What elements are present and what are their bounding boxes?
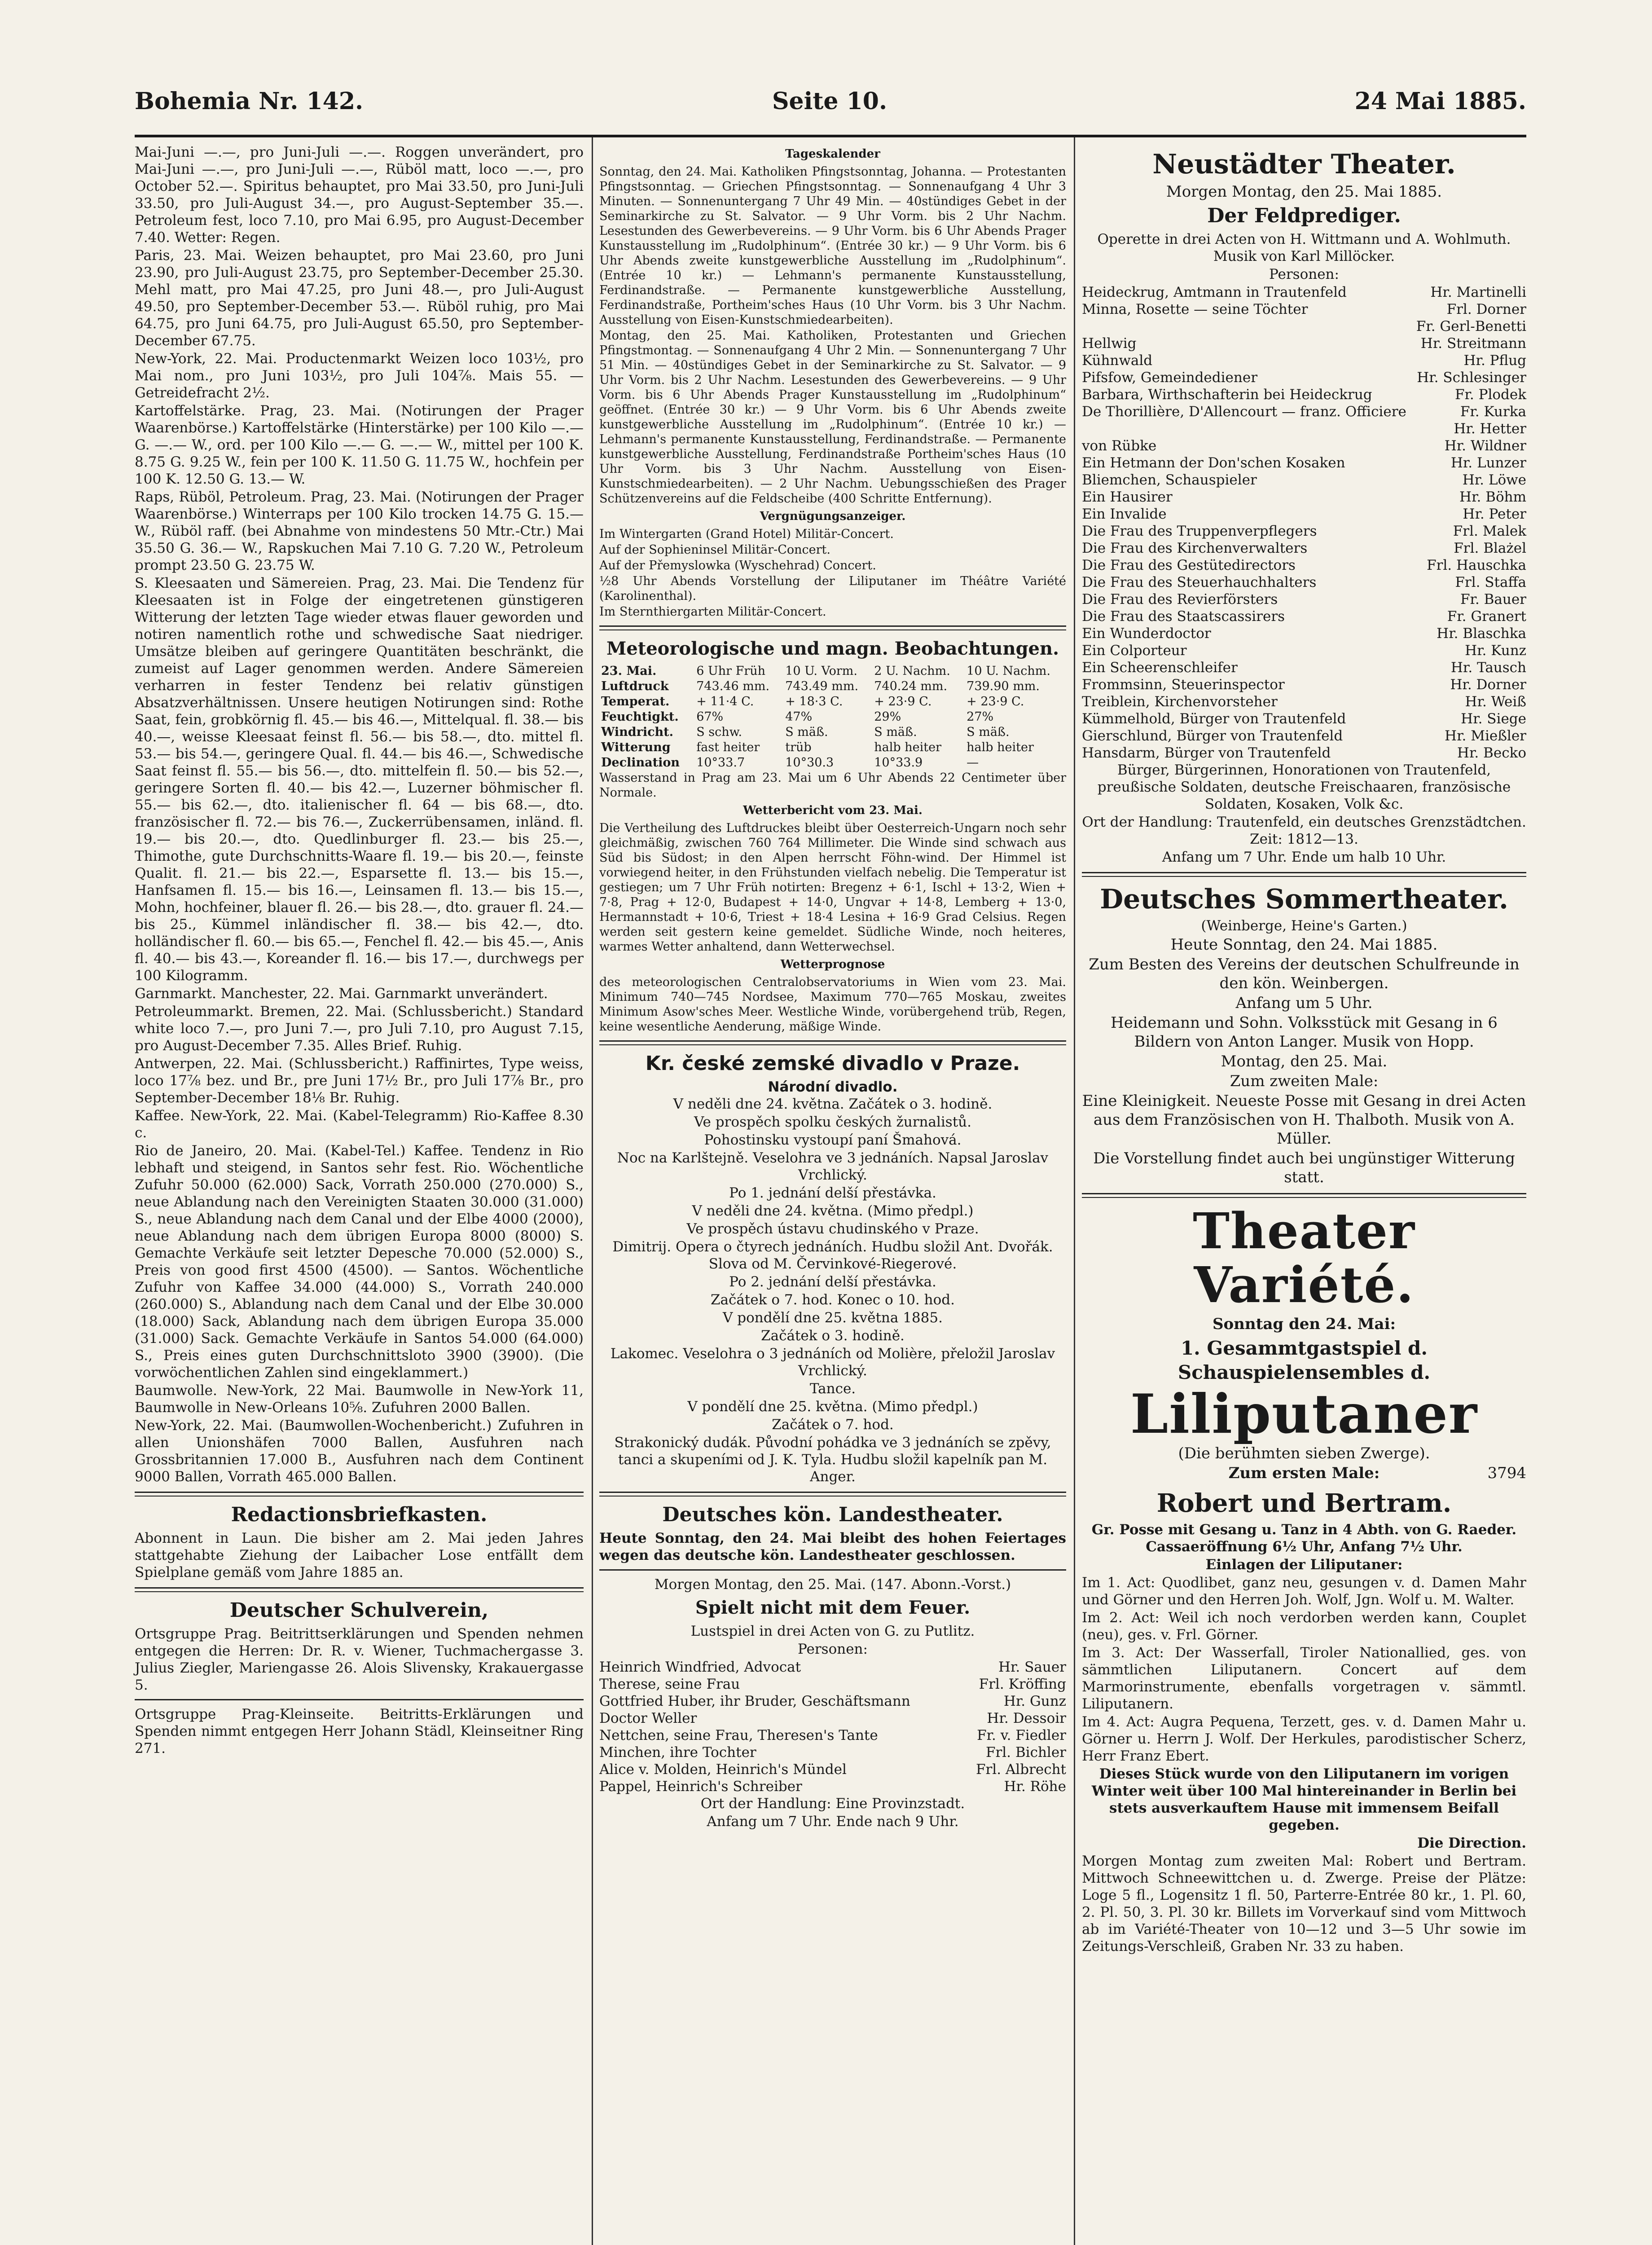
cast-row — [1082, 369, 1526, 386]
cast-row — [1082, 420, 1526, 437]
cast-row — [1082, 454, 1526, 471]
prognose-text: des meteorologischen Centralobservatoriums in Wien vom 23. Mai. Minimum 740—745 Nordsee, Maximum 770—765 Moskau, zweites Minimum Asow'sches Meer. Westliche Winde, vorübergehend trüb, Regen, keine wesentliche Aenderung, mäßige Winde. — [599, 975, 1066, 1034]
sommer-line: Die Vorstellung findet auch bei ungünstiger Witterung statt. — [1093, 1149, 1515, 1186]
kalender — [599, 164, 1066, 506]
cast-actor: Hr. Schlesinger — [1417, 370, 1526, 386]
cast-row — [1082, 659, 1526, 676]
cast-row — [1082, 301, 1526, 318]
cast-role: Nettchen, seine Frau, Theresen's Tante — [599, 1727, 878, 1743]
meteo-cell: + 23·9 C. — [874, 695, 932, 709]
meteo-cell: 29% — [874, 710, 901, 724]
cast-role: Die Frau des Truppenverpflegers — [1082, 523, 1317, 539]
czech-line: Tance. — [809, 1381, 856, 1397]
cast-role: Alice v. Molden, Heinrich's Mündel — [599, 1761, 847, 1778]
cast-actor: Hr. Mießler — [1445, 728, 1526, 744]
wasserstand-text: Wasserstand in Prag am 23. Mai um 6 Uhr Abends 22 Centimeter über Normale. — [599, 771, 1066, 800]
meteo-cell: fast heiter — [696, 740, 760, 754]
variete-sub: Gr. Posse mit Gesang u. Tanz in 4 Abth. von G. Raeder. Cassaeröffnung 6½ Uhr, Anfang 7½ Uhr. — [1091, 1522, 1517, 1555]
divider — [1082, 1193, 1526, 1198]
cast-actor: Fr. Granert — [1447, 608, 1526, 625]
vergn-entry: Im Wintergarten (Grand Hotel) Militär-Concert. — [599, 527, 894, 541]
meteo-cell: 10°33.9 — [874, 756, 923, 770]
sommer-title: Deutsches Sommertheater. — [1100, 884, 1508, 915]
cast-row — [1082, 676, 1526, 693]
variete-act: Im 1. Act: Quodlibet, ganz neu, gesungen v. d. Damen Mahr und Görner und den Herren Joh. Wolf, Jgn. Wolf u. M. Walter. — [1082, 1575, 1526, 1608]
cast-row — [1082, 437, 1526, 454]
landes-time: Anfang um 7 Uhr. Ende nach 9 Uhr. — [707, 1814, 959, 1830]
variete-acts — [1082, 1574, 1526, 1765]
czech-line: Začátek o 7. hod. — [772, 1417, 894, 1433]
cast-actor: Fr. Gerl-Benetti — [1416, 318, 1526, 335]
czech-theatre-title: Kr. české zemské divadlo v Praze. — [645, 1052, 1020, 1075]
cast-role: Ein Hausirer — [1082, 489, 1173, 505]
czech-line: Dimitrij. Opera o čtyrech jednáních. Hudbu složil Ant. Dvořák. Slova od M. Červinkové-Riegerové. — [612, 1239, 1053, 1272]
czech-line: Začátek o 7. hod. Konec o 10. hod. — [711, 1292, 955, 1308]
variete-title: Theater Variété. — [1193, 1202, 1415, 1314]
redaktion-text: Abonnent in Laun. Die bisher am 2. Mai jeden Jahres stattgehabte Ziehung der Laibacher Lose entfällt dem Spielplane gemäß vom Jahre 1885 an. — [135, 1530, 584, 1580]
sommer-line: Eine Kleinigkeit. Neueste Posse mit Gesang in drei Acten aus dem Französischen von H. Thalboth. Musik von A. Müller. — [1082, 1092, 1526, 1148]
cast-row — [1082, 574, 1526, 591]
meteo-row — [599, 725, 1066, 740]
cast-actor: Hr. Hetter — [1454, 421, 1526, 437]
sommer-line: Heute Sonntag, den 24. Mai 1885. — [1170, 936, 1438, 954]
variete-direction: Die Direction. — [1417, 1835, 1526, 1851]
kalender-entry: Sonntag, den 24. Mai. Katholiken Pfingstsonntag, Johanna. — Protestanten Pfingstsonntag. — Griechen Pfingstsonntag. — Sonnenaufgang 4 Uhr 3 Minuten. — Sonnenuntergang 7 Uhr 49 Min. — 40stündiges Gebet in der Seminarkirche zu St. Salvator. — 9 Uhr Vorm. bis 2 Uhr Nachm. Lesestunden des Gewerbevereins. — 9 Uhr Vorm. bis 6 Uhr Abends Prager Kunstausstellung im „Rudolphinum“. (Entrée 30 kr.) — 9 Uhr Vorm. bis 6 Uhr Abends zweite kunstgewerbliche Ausstellung im „Rudolphinum“. (Entrée 10 kr.) — Lehmann's permanente Kunstausstellung, Ferdinandstraße. — Permanente kunstgewerbliche Ausstellung, Ferdinandstraße, Portheim'sches Haus (10 Uhr Vorm. bis 3 Uhr Nachm. Ausstellung von Eisen-Kunstschmiedearbeiten). — [599, 165, 1066, 327]
cast-row — [1082, 489, 1526, 506]
kalender-entry: Montag, den 25. Mai. Katholiken, Protestanten und Griechen Pfingstmontag. — Sonnenaufgang 4 Uhr 2 Min. — Sonnenuntergang 7 Uhr 51 Min. — 40stündiges Gebet in der Seminarkirche zu St. Salvator. — 9 Uhr Vorm. bis 2 Uhr Nachm. Lesestunden des Gewerbevereins. — 9 Uhr Vorm. bis 6 Uhr Abends Prager Kunstausstellung im „Rudolphinum“ geöffnet. (Entrée 30 kr.) — 9 Uhr Vorm. bis 6 Uhr Abends zweite kunstgewerbliche Ausstellung im „Rudolphinum“. (Entrée 10 kr.) — Lehmann's permanente Kunstausstellung, Ferdinandstraße. — Permanente kunstgewerbliche Ausstellung, Ferdinandstraße Portheim'sches Haus (10 Uhr Vorm. bis 3 Uhr Nachm. Ausstellung von Eisen-Kunstschmiedearbeiten). — 2 Uhr Nachm. Uebungsschießen des Prager Schützenvereins auf die Feldscheibe (400 Schritte Entfernung). — [599, 329, 1066, 506]
czech-line: Lakomec. Veselohra o 3 jednáních od Molière, přeložil Jaroslav Vrchlický. — [610, 1346, 1055, 1379]
meteo-cell: 47% — [785, 710, 813, 724]
header-page-number: Seite 10. — [772, 88, 888, 115]
meteo-cell: 743.46 mm. — [696, 679, 770, 693]
cast-role: Ein Hetmann der Don'schen Kosaken — [1082, 455, 1345, 471]
meteo-cell: 743.49 mm. — [785, 679, 859, 693]
cast-role: Ein Colporteur — [1082, 643, 1187, 659]
czech-line: V neděli dne 24. května. Začátek o 3. hodině. — [673, 1096, 993, 1112]
variete-act: Im 4. Act: Augra Pequena, Terzett, ges. v. d. Damen Mahr u. Görner u. Herrn J. Wolf. Der Herkules, parodistischer Scherz, Herr Franz Ebert. — [1082, 1714, 1526, 1764]
cast-role: Heinrich Windfried, Advocat — [599, 1659, 801, 1675]
meteo-cell: Declination — [601, 756, 680, 770]
czech-line: Začátek o 3. hodině. — [761, 1328, 905, 1344]
cast-actor: Hr. Sauer — [998, 1659, 1066, 1675]
cast-row — [599, 1710, 1066, 1727]
market-report: Paris, 23. Mai. Weizen behauptet, pro Mai 23.60, pro Juni 23.90, pro Juli-August 23.75, pro September-December 25.30. Mehl matt, pro Mai 47.25, pro Juni 48.—, pro Juli-August 49.50, pro September-December 53.—. Rüböl ruhig, pro Mai 64.75, pro Juni 64.75, pro Juli-August 65.50, pro September-December 67.75. — [135, 247, 584, 349]
cast-role: Therese, seine Frau — [599, 1676, 740, 1692]
cast-row — [1082, 284, 1526, 301]
cast-role: Barbara, Wirthschafterin bei Heideckrug — [1082, 387, 1372, 403]
schulverein-title: Deutscher Schulverein, — [229, 1599, 489, 1622]
czech-line: V pondělí dne 25. května. (Mimo předpl.) — [687, 1399, 978, 1415]
meteo-cell: + 11·4 C. — [696, 695, 754, 709]
sommer-line: Anfang um 5 Uhr. — [1235, 994, 1373, 1012]
cast-actor: Frl. Dorner — [1446, 301, 1526, 317]
meteo-cell: S mäß. — [785, 725, 828, 739]
czech-line: Strakonický dudák. Původní pohádka ve 3 jednáních se zpěvy, tanci a skupeními od J. K. Tyla. Hudbu složil kapelník pan M. Anger. — [614, 1435, 1051, 1485]
cast-row — [599, 1727, 1066, 1744]
cast-actor: Fr. Plodek — [1454, 387, 1526, 403]
sommer-programme — [1082, 935, 1526, 1187]
cast-role: Doctor Weller — [599, 1710, 697, 1726]
prognose-title: Wetterprognose — [780, 958, 885, 971]
czech-line: V neděli dne 24. května. (Mimo předpl.) — [692, 1203, 974, 1219]
cast-row — [1082, 523, 1526, 540]
market-report: New-York, 22. Mai. Productenmarkt Weizen loco 103½, pro Mai nom., pro Juni 103½, pro Juli 104⅞. Mais 55. — Getreidefracht 2½. — [135, 351, 584, 401]
variete-gast: 1. Gesammtgastspiel d. Schauspielensembles d. — [1177, 1337, 1431, 1383]
meteo-cell: 740.24 mm. — [874, 679, 948, 693]
neu-sub: Operette in drei Acten von H. Wittmann und A. Wohlmuth. Musik von Karl Millöcker. — [1097, 231, 1511, 264]
neu-title: Neustädter Theater. — [1152, 149, 1456, 180]
cast-role: Minchen, ihre Tochter — [599, 1744, 756, 1761]
cast-actor: Fr. Kurka — [1460, 404, 1526, 420]
divider — [599, 1569, 1066, 1571]
cast-actor: Fr. Bauer — [1460, 591, 1526, 607]
meteo-cell: trüb — [785, 740, 812, 754]
neu-cast — [1082, 284, 1526, 762]
cast-actor: Hr. Lunzer — [1450, 455, 1526, 471]
cast-role: Ein Wunderdoctor — [1082, 625, 1211, 642]
vergnuegungen — [599, 527, 1066, 619]
header-issue: Bohemia Nr. 142. — [135, 88, 364, 115]
cast-role: Die Frau des Steuerhauchhalters — [1082, 574, 1317, 590]
cast-role: Treiblein, Kirchenvorsteher — [1082, 694, 1278, 710]
column-2 — [599, 144, 1066, 1831]
market-report: New-York, 22. Mai. (Baumwollen-Wochenbericht.) Zufuhren in allen Unionshäfen 7000 Ballen, Ausfuhren nach Grossbritannien 17.000 B., Ausfuhren nach dem Continent 9000 Ballen, Vorrath 465.000 Ballen. — [135, 1417, 584, 1485]
cast-row — [1082, 693, 1526, 710]
column-1 — [135, 144, 584, 1758]
meteo-row — [599, 740, 1066, 755]
cast-row — [1082, 608, 1526, 625]
column-rule-1 — [592, 137, 593, 2245]
variete-number: 3794 — [1487, 1464, 1526, 1482]
meteo-cell: 67% — [696, 710, 724, 724]
variete-zwerge: (Die berühmten sieben Zwerge). — [1178, 1444, 1430, 1462]
meteo-cell: 10°30.3 — [785, 756, 834, 770]
meteo-cell: 10 U. Vorm. — [785, 664, 857, 678]
cast-row — [599, 1676, 1066, 1693]
divider — [135, 1699, 584, 1700]
cast-actor: Frl. Albrecht — [975, 1761, 1066, 1778]
meteo-cell: 27% — [967, 710, 994, 724]
market-report: Baumwolle. New-York, 22 Mai. Baumwolle in New-York 11, Baumwolle in New-Orleans 10⅝. Zufuhren 2000 Ballen. — [135, 1382, 584, 1416]
market-report: Rio de Janeiro, 20. Mai. (Kabel-Tel.) Kaffee. Tendenz in Rio lebhaft und steigend, in Santos sehr fest. Rio. Wöchentliche Zufuhr 50.000 (62.000) Sack, Vorrath 250.000 (270.000) S., neue Ablandung nach den Vereinigten Staaten 30.000 (31.000) S., neue Ablandung nach dem Canal und der Elbe 4000 (2000), neue Ablandung nach dem übrigen Europa 8000 (8000) S. Gemachte Verkäufe seit letzter Depesche 70.000 (52.000) S., Preis von good first 4500 (4500). — Santos. Wöchentliche Zufuhr von Kaffee 34.000 (44.000) S., Vorrath 240.000 (260.000) S., Ablandung nach dem Canal und der Elbe 30.000 (18.000) Sack, Ablandung nach dem übrigen Europa 35.000 (31.000) Sack. Gemachte Verkäufe in Santos 54.000 (64.000) S., Preis eines guten Durchschnittsloto 3900 (3900). (Die vorwöchentlichen Zahlen sind eingeklammert.) — [135, 1143, 584, 1381]
divider — [135, 1587, 584, 1592]
redaktion-title: Redactionsbriefkasten. — [231, 1503, 488, 1526]
cast-role: Gottfried Huber, ihr Bruder, Geschäftsmann — [599, 1693, 910, 1709]
cast-row — [1082, 403, 1526, 420]
cast-role: Kühnwald — [1082, 352, 1153, 369]
cast-actor: Frl. Staffa — [1455, 574, 1526, 590]
landes-note: Heute Sonntag, den 24. Mai bleibt des hohen Feiertages wegen das deutsche kön. Landestheater geschlossen. — [599, 1530, 1066, 1563]
cast-role: Ein Scheerenschleifer — [1082, 660, 1238, 676]
sommer-line: Heidemann und Sohn. Volksstück mit Gesang in 6 Bildern von Anton Langer. Musik von Hopp. — [1111, 1014, 1498, 1051]
variete-end: Morgen Montag zum zweiten Mal: Robert und Bertram. Mittwoch Schneewittchen u. d. Zwerge. Preise der Plätze: Loge 5 fl., Logensitz 1 fl. 50, Parterre-Entrée 80 kr., 1. Pl. 60, 2. Pl. 50, 3. Pl. 30 kr. Billets im Vorverkauf sind vom Mittwoch ab im Variété-Theater von 10—12 und 3—5 Uhr sowie im Zeitungs-Verschleiß, Graben Nr. 33 zu haben. — [1082, 1853, 1526, 1954]
meteo-cell: + 18·3 C. — [785, 695, 843, 709]
column-3 — [1082, 144, 1526, 1956]
meteo-cell: S mäß. — [967, 725, 1010, 739]
variete-act: Im 3. Act: Der Wasserfall, Tiroler Nationallied, ges. von sämmtlichen Liliputanern. Concert auf dem Marmorinstrumente, ebenfalls vorgetragen v. sämmtl. Liliputanern. — [1082, 1645, 1526, 1712]
market-reports — [135, 144, 584, 1485]
cast-role: Die Frau des Staatscassirers — [1082, 608, 1285, 625]
cast-actor: Hr. Becko — [1457, 745, 1526, 761]
cast-row — [599, 1761, 1066, 1778]
czech-line: V pondělí dne 25. května 1885. — [723, 1310, 943, 1326]
meteo-cell: + 23·9 C. — [967, 695, 1024, 709]
cast-actor: Hr. Martinelli — [1430, 284, 1526, 300]
landes-date: Morgen Montag, den 25. Mai. (147. Abonn.-Vorst.) — [654, 1576, 1011, 1593]
cast-actor: Hr. Böhm — [1459, 489, 1526, 505]
cast-role: Heideckrug, Amtmann in Trautenfeld — [1082, 284, 1347, 300]
landes-ort: Ort der Handlung: Eine Provinzstadt. — [700, 1796, 965, 1812]
meteo-cell: halb heiter — [967, 740, 1034, 754]
divider — [599, 1040, 1066, 1045]
divider — [599, 1492, 1066, 1497]
header-rule — [135, 135, 1526, 137]
header-date: 24 Mai 1885. — [1354, 88, 1526, 115]
meteo-row — [599, 679, 1066, 694]
neu-time: Anfang um 7 Uhr. Ende um halb 10 Uhr. — [1162, 849, 1446, 865]
cast-role: De Thorillière, D'Allencourt — franz. Officiere — [1082, 404, 1406, 420]
cast-actor: Hr. Dorner — [1450, 677, 1526, 693]
meteo-table — [599, 664, 1066, 770]
sommer-sub: (Weinberge, Heine's Garten.) — [1201, 918, 1407, 934]
cast-role: Minna, Rosette — seine Töchter — [1082, 301, 1308, 317]
landes-sub: Lustspiel in drei Acten von G. zu Putlitz. — [690, 1623, 975, 1639]
meteo-cell: 23. Mai. — [601, 664, 657, 678]
cast-actor: Hr. Pflug — [1463, 352, 1526, 369]
cast-role: Bliemchen, Schauspieler — [1082, 472, 1257, 488]
cast-row — [1082, 352, 1526, 369]
sommer-line: Zum zweiten Male: — [1230, 1072, 1379, 1090]
cast-row — [1082, 471, 1526, 489]
meteo-cell: Luftdruck — [601, 679, 669, 693]
vergn-title: Vergnügungsanzeiger. — [760, 510, 906, 523]
meteo-cell: — — [967, 756, 979, 770]
cast-row — [1082, 642, 1526, 659]
neu-persons: Personen: — [1269, 266, 1339, 282]
market-report: Garnmarkt. Manchester, 22. Mai. Garnmarkt unverändert. — [135, 986, 548, 1002]
cast-row — [599, 1778, 1066, 1795]
cast-actor: Hr. Siege — [1461, 711, 1526, 727]
cast-role: Hansdarm, Bürger von Trautenfeld — [1082, 745, 1331, 761]
meteo-cell: 739.90 mm. — [967, 679, 1040, 693]
kalender-title: Tageskalender — [785, 147, 880, 161]
market-report: Raps, Rüböl, Petroleum. Prag, 23. Mai. (Notirungen der Prager Waarenbörse.) Winterraps per 100 Kilo trocken 14.75 G. 15.— W., Rüböl raff. (bei Abnahme von mindestens 50 Mtr.-Ctr.) Mai 35.50 G. 36.— W., Rapskuchen Mai 7.10 G. 7.20 W., Petroleum prompt 23.50 G. 23.75 W. — [135, 489, 584, 573]
cast-row — [1082, 506, 1526, 523]
cast-role: Hellwig — [1082, 335, 1137, 352]
neu-extra: Bürger, Bürgerinnen, Honorationen von Trautenfeld, preußische Soldaten, deutsche Freischaaren, französische Soldaten, Kosaken, Volk &c. — [1097, 762, 1511, 812]
market-report: Antwerpen, 22. Mai. (Schlussbericht.) Raffinirtes, Type weiss, loco 17⅞ bez. und Br., pre Juni 17½ Br., pro Juli 17⅞ Br., pro September-December 18⅛ Br. Ruhig. — [135, 1056, 584, 1106]
cast-actor: Hr. Gunz — [1003, 1693, 1066, 1709]
divider — [599, 625, 1066, 630]
variete-play: Robert und Bertram. — [1156, 1488, 1452, 1518]
cast-actor: Hr. Streitmann — [1420, 335, 1526, 352]
czech-line: Pohostinsku vystoupí paní Šmahová. — [704, 1132, 962, 1148]
cast-role: Die Frau des Revierförsters — [1082, 591, 1278, 607]
cast-actor: Hr. Kunz — [1465, 643, 1526, 659]
neu-date: Morgen Montag, den 25. Mai 1885. — [1166, 183, 1442, 201]
meteo-cell: Windricht. — [601, 725, 674, 739]
variete-date: Sonntag den 24. Mai: — [1212, 1315, 1396, 1333]
wetter-text: Die Vertheilung des Luftdruckes bleibt über Oesterreich-Ungarn noch sehr gleichmäßig, zwischen 760 764 Millimeter. Die Winde sind schwach aus Süd bis Südost; in den Alpen herrscht Föhn-wind. Der Himmel ist vorwiegend heiter, in den Frühstunden vielfach nebelig. Die Temperatur ist gestiegen; um 7 Uhr Früh notirten: Bregenz + 6·1, Ischl + 13·2, Wien + 7·8, Prag + 12·0, Budapest + 14·0, Ungvar + 14·8, Lemberg + 13·0, Hermannstadt + 10·6, Triest + 18·4 Lesina + 16·9 Grad Celsius. Regen werden seit gestern keine gemeldet. Südliche Winde, noch heiteres, warmes Wetter anhaltend, dann Wetterwechsel. — [599, 821, 1066, 954]
sommer-line: Montag, den 25. Mai. — [1221, 1052, 1388, 1070]
cast-row — [599, 1744, 1066, 1761]
czech-programme — [599, 1096, 1066, 1485]
landes-persons: Personen: — [798, 1641, 868, 1657]
cast-row — [1082, 540, 1526, 557]
czech-line: Ve prospěch ústavu chudinského v Praze. — [686, 1221, 979, 1237]
cast-role: von Rübke — [1082, 438, 1157, 454]
schulverein-text: Ortsgruppe Prag. Beitrittserklärungen und Spenden nehmen entgegen die Herren: Dr. R. v. Wiener, Tuchmachergasse 3. Julius Ziegler, Mariengasse 26. Alois Slivensky, Krakauergasse 5. — [135, 1626, 584, 1693]
cast-row — [1082, 335, 1526, 352]
cast-row — [1082, 625, 1526, 642]
vergn-entry: Im Sternthiergarten Militär-Concert. — [599, 605, 826, 619]
czech-line: Ve prospěch spolku českých žurnalistů. — [694, 1114, 971, 1130]
cast-role: Frommsinn, Steuerinspector — [1082, 677, 1285, 693]
cast-row — [1082, 744, 1526, 762]
sommer-line: Zum Besten des Vereins der deutschen Schulfreunde in den kön. Weinbergen. — [1089, 955, 1520, 992]
meteo-cell: S schw. — [696, 725, 743, 739]
cast-actor: Frl. Hauschka — [1427, 557, 1526, 573]
cast-actor: Frl. Kröffing — [979, 1676, 1066, 1692]
meteo-cell: Feuchtigkt. — [601, 710, 679, 724]
variete-first-row — [1082, 1464, 1526, 1483]
cast-actor: Hr. Röhe — [1004, 1778, 1066, 1795]
meteo-title: Meteorologische und magn. Beobachtungen. — [606, 638, 1059, 659]
cast-actor: Hr. Wildner — [1444, 438, 1526, 454]
neu-ort: Ort der Handlung: Trautenfeld, ein deutsches Grenzstädtchen. Zeit: 1812—13. — [1082, 814, 1526, 847]
cast-row — [599, 1693, 1066, 1710]
market-report: Petroleummarkt. Bremen, 22. Mai. (Schlussbericht.) Standard white loco 7.—, pro Juni 7.—, pro Juli 7.10, pro August 7.15, pro August-December 7.35. Alles Brief. Ruhig. — [135, 1004, 584, 1054]
meteo-row — [599, 755, 1066, 770]
meteo-cell: 10°33.7 — [696, 756, 745, 770]
cast-row — [1082, 386, 1526, 403]
variete-einl: Einlagen der Liliputaner: — [1205, 1557, 1403, 1573]
meteo-cell: Witterung — [601, 740, 671, 754]
cast-actor: Fr. v. Fiedler — [977, 1727, 1066, 1743]
czech-line: Po 1. jednání delší přestávka. — [729, 1185, 936, 1201]
meteo-row — [599, 694, 1066, 709]
variete-act: Im 2. Act: Weil ich noch verdorben werden kann, Couplet (neu), ges. v. Frl. Görner. — [1082, 1610, 1526, 1643]
cast-actor: Hr. Löwe — [1462, 472, 1526, 488]
vergn-entry: Auf der Přemyslowka (Wyschehrad) Concert. — [599, 559, 876, 572]
meteo-cell: 6 Uhr Früh — [696, 664, 766, 678]
cast-actor: Frl. Malek — [1453, 523, 1526, 539]
neu-play: Der Feldprediger. — [1207, 204, 1401, 227]
cast-role: Pappel, Heinrich's Schreiber — [599, 1778, 802, 1795]
landes-title: Deutsches kön. Landestheater. — [662, 1503, 1003, 1526]
market-report: Mai-Juni —.—, pro Juni-Juli —.—. Roggen unverändert, pro Mai-Juni —.—, pro Juni-Juli —.—, Rüböl matt, loco —.—, pro October 52.—. Spiritus behauptet, pro Mai 33.50, pro Juni-Juli 33.50, pro Juli-August 34.—, pro August-September 35.—. Petroleum fest, loco 7.10, pro Mai 6.95, pro August-December 7.40. Wetter: Regen. — [135, 144, 584, 246]
cast-row — [1082, 591, 1526, 608]
cast-actor: Hr. Blaschka — [1437, 625, 1526, 642]
cast-actor: Hr. Dessoir — [987, 1710, 1066, 1726]
cast-row — [1082, 710, 1526, 727]
landes-play: Spielt nicht mit dem Feuer. — [695, 1597, 971, 1618]
cast-actor: Frl. Blażel — [1454, 540, 1526, 556]
market-report: S. Kleesaaten und Sämereien. Prag, 23. Mai. Die Tendenz für Kleesaaten ist in Folge der eingetretenen günstigeren Witterung der letzten Tage wieder etwas flauer geworden und notiren namentlich rothe und schwedische Saat niedriger. Umsätze bleiben auf geringere Quantitäten beschränkt, die zumeist auf Lager genommen werden. Andere Sämereien verharren in fester Tendenz bei relativ günstigen Absatzverhältnissen. Unsere heutigen Notirungen sind: Rothe Saat, fein, grobkörnig fl. 45.— bis 46.—, Mittelqual. fl. 38.— bis 40.—, weisse Kleesaat feinst fl. 56.— bis 58.—, dto. mittel fl. 53.— bis 54.—, geringere Qual. fl. 44.— bis 46.—, Schwedische Saat feinst fl. 55.— bis 56.—, dto. mittelfein fl. 50.— bis 52.—, geringere Sorten fl. 40.— bis 42.—, Luzerner böhmischer fl. 55.— bis 62.—, dto. italienischer fl. 64 — bis 68.—, dto. französischer fl. 72.— bis 76.—, Zuckerrübensamen, inländ. fl. 19.— bis 20.—, dto. Quedlinburger fl. 23.— bis 25.—, Thimothe, gute Durchschnitts-Waare fl. 19.— bis 20.—, feinste Qualit. fl. 21.— bis 22.—, Esparsette fl. 13.— bis 15.—, Hanfsamen fl. 15.— bis 16.—, Leinsamen fl. 13.— bis 15.—, Mohn, hochfeiner, blauer fl. 26.— bis 28.—, dto. grauer fl. 24.— bis 25., Kümmel inländischer fl. 38.— bis 42.—, dto. holländischer fl. 60.— bis 65.—, Fenchel fl. 42.— bis 45.—, Anis fl. 40.— bis 43.—, Koreander fl. 16.— bis 17.—, durchwegs per 100 Kilogramm. — [135, 575, 584, 984]
market-report: Kartoffelstärke. Prag, 23. Mai. (Notirungen der Prager Waarenbörse.) Kartoffelstärke (Hinterstärke) per 100 Kilo —.— G. —.— W., ord. per 100 Kilo —.— G. —.— W., mittel per 100 K. 8.75 G. 9.25 W., fein per 100 K. 11.50 G. 11.75 W., hochfein per 100 K. 12.50 G. 13.— W. — [135, 403, 584, 487]
cast-actor: Frl. Bichler — [985, 1744, 1066, 1761]
meteo-row — [599, 664, 1066, 679]
vergn-entry: ½8 Uhr Abends Vorstellung der Liliputaner im Théâtre Variété (Karolinenthal). — [599, 574, 1066, 603]
variete-liliputaner: Liliputaner — [1130, 1382, 1478, 1446]
cast-row — [1082, 727, 1526, 744]
cast-actor: Hr. Peter — [1463, 506, 1526, 522]
meteo-cell: 2 U. Nachm. — [874, 664, 950, 678]
vergn-entry: Auf der Sophieninsel Militär-Concert. — [599, 543, 830, 557]
column-rule-2 — [1074, 137, 1075, 2245]
cast-row — [599, 1659, 1066, 1676]
variete-first: Zum ersten Male: — [1228, 1464, 1380, 1482]
cast-actor: Hr. Tausch — [1450, 660, 1526, 676]
cast-role: Ein Invalide — [1082, 506, 1167, 522]
landes-cast — [599, 1659, 1066, 1795]
wetter-title: Wetterbericht vom 23. Mai. — [743, 804, 923, 817]
czech-line: Noc na Karlštejně. Veselohra ve 3 jednáních. Napsal Jaroslav Vrchlický. — [617, 1150, 1049, 1183]
meteo-cell: S mäß. — [874, 725, 917, 739]
meteo-cell: 10 U. Nachm. — [967, 664, 1050, 678]
page-header — [135, 88, 1526, 123]
meteo-cell: halb heiter — [874, 740, 941, 754]
cast-role: Kümmelhold, Bürger von Trautenfeld — [1082, 711, 1346, 727]
kleinseite-text: Ortsgruppe Prag-Kleinseite. Beitritts-Erklärungen und Spenden nimmt entgegen Herr Johann Städl, Kleinseitner Ring 271. — [135, 1706, 584, 1756]
cast-role: Die Frau des Kirchenverwalters — [1082, 540, 1308, 556]
cast-actor: Hr. Weiß — [1465, 694, 1526, 710]
czech-theatre-sub: Národní divadlo. — [768, 1079, 898, 1095]
cast-row — [1082, 318, 1526, 335]
divider — [135, 1492, 584, 1497]
divider — [1082, 872, 1526, 877]
market-report: Kaffee. New-York, 22. Mai. (Kabel-Telegramm) Rio-Kaffee 8.30 c. — [135, 1108, 584, 1141]
czech-line: Po 2. jednání delší přestávka. — [729, 1274, 936, 1290]
cast-row — [1082, 557, 1526, 574]
meteo-cell: Temperat. — [601, 695, 670, 709]
cast-role: Pifsfow, Gemeindediener — [1082, 370, 1258, 386]
meteo-row — [599, 709, 1066, 725]
cast-role: Gierschlund, Bürger von Trautenfeld — [1082, 728, 1343, 744]
variete-note: Dieses Stück wurde von den Liliputanern im vorigen Winter weit über 100 Mal hintereinander in Berlin bei stets ausverkauftem Hause mit immensem Beifall gegeben. — [1091, 1766, 1517, 1833]
cast-role: Die Frau des Gestütedirectors — [1082, 557, 1296, 573]
